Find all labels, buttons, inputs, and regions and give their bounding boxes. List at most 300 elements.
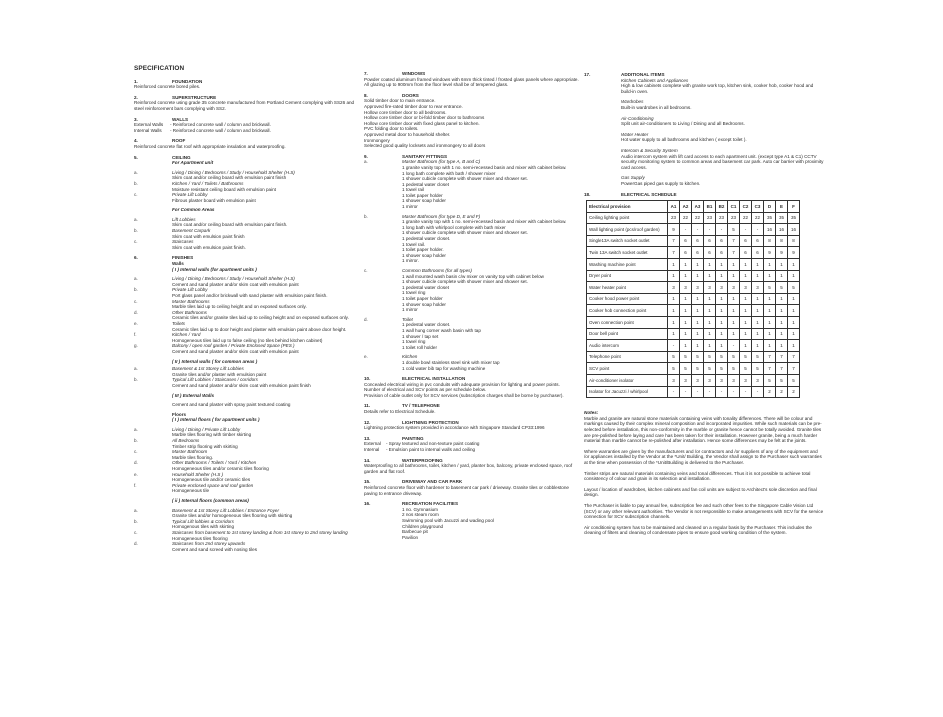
item-title: Kitchen / Yard (172, 332, 201, 338)
table-cell: 1 (680, 293, 692, 305)
table-cell: 23 (728, 212, 740, 224)
text-line: 2 nos steam room (402, 512, 439, 518)
section-heading: ELECTRICAL SCHEDULE (621, 191, 677, 197)
item-letter: b. (134, 438, 138, 444)
item-title: All Bedrooms (172, 438, 200, 444)
item-description: Skim coat with emulsion paint finish (172, 233, 245, 239)
text-line: Provision of cable outlet only for SCV services (subscription charges shall be borne by purchaser). (364, 392, 564, 398)
table-cell: 5 (728, 224, 740, 236)
item-title: Household Shelter (H.S ) (172, 471, 224, 477)
page-title: SPECIFICATION (134, 65, 185, 72)
item-description: High & low cabinets complete with granite work top, kitchen sink, cooker hob, cooker hood and build-in oven. (621, 83, 814, 94)
list-item (134, 438, 356, 449)
row-label: Single13A switch socket outlet (587, 235, 668, 247)
table-cell: 1 (776, 328, 788, 340)
column-header: C1 (728, 201, 740, 213)
item-title: Master Bathroom (for type A, B and C) (402, 159, 481, 165)
table-cell: 1 (752, 340, 764, 352)
section-electrical-schedule (584, 192, 824, 399)
list-item (134, 449, 356, 460)
item-title: Wardrobes (621, 99, 644, 105)
table-cell: 1 (788, 305, 800, 317)
text-line: Solid timber door to main entrance. (364, 98, 436, 104)
item-letter: b. (134, 377, 138, 383)
table-cell: 1 (764, 293, 776, 305)
text-line: Hollow core timber door with fixed glass panel to kitchen. (364, 120, 480, 126)
table-cell: 1 (788, 270, 800, 282)
row-label: Internal (364, 447, 380, 453)
table-cell: 6 (692, 247, 704, 259)
text-line: Hollow core timber door to all bedrooms. (364, 109, 447, 115)
item-description: Homogeneous tile and/or ceramic tiles (172, 477, 251, 483)
text-line: Approved fire-rated timber door to rear entrance. (364, 103, 463, 109)
item-description: Split unit air-conditioners to Living / Dining and all Bedrooms. (621, 121, 745, 127)
section-superstructure (134, 95, 356, 112)
list-item (134, 192, 356, 203)
row-label: SCV point (587, 363, 668, 375)
text-line: Number of electrical and SCV points as per schedule below. (364, 387, 487, 393)
item-line: 1 cold water bib tap for washing machine (402, 365, 486, 371)
item-title: Living / Dining / Private Lift Lobby (172, 426, 241, 432)
item-description: Moisture resistant ceiling board with emulsion paint (172, 186, 276, 192)
table-cell: 22 (680, 212, 692, 224)
item-body (172, 332, 356, 343)
item-line: 1 pedestal water closet. (402, 322, 451, 328)
table-cell: 1 (668, 317, 680, 329)
table-cell: 35 (788, 212, 800, 224)
item-description: Cement and sand plaster and/or skim coat with emulsion paint (172, 281, 299, 287)
table-cell: - (692, 224, 704, 236)
item-title: Living / Dining / Bedrooms / Study / Household Shelter (H.S) (172, 276, 295, 282)
list-item (364, 317, 582, 351)
table-cell: 1 (776, 259, 788, 271)
note-paragraph: The Purchaser is liable to pay annual fee, subscription fee and such other fees to the Singapore Cable Vision Ltd (SCV) or any other relevant authorities. The Vendor is not responsible to make arrangements with SCV for the service connection for SCV subscription channels. (584, 502, 824, 520)
table-cell: 1 (740, 305, 752, 317)
additional-item (621, 116, 824, 127)
row-label: Cooker hood power point (587, 293, 668, 305)
text-line: Selected good quality locksets and ironmongery to all doors (364, 143, 486, 149)
section-sanitary-fittings (364, 154, 582, 371)
section-windows (364, 71, 582, 88)
list-item (134, 377, 356, 388)
item-body (402, 159, 582, 209)
table-cell: 5 (704, 363, 716, 375)
table-cell: 5 (776, 282, 788, 294)
item-body (172, 449, 356, 460)
section-number: 17. (584, 72, 591, 77)
item-description: Fibrous plaster board with emulsion paint (172, 197, 256, 203)
item-title: Kitchen Cabinets and Appliances (621, 77, 689, 83)
item-body (172, 519, 356, 530)
row-label: Isolator for Jacuzzi / whirlpool (587, 386, 668, 398)
section-waterproofing (364, 458, 582, 475)
item-body (402, 214, 582, 264)
section-heading: FINISHES (172, 255, 194, 261)
item-body (172, 192, 356, 203)
item-description: Ceramic tiles and/or granite tiles laid up to ceiling height and on exposed surfaces only. (172, 315, 349, 321)
item-title: Master Bathroom (for type D, E and F) (402, 213, 481, 219)
section-driveway (364, 479, 582, 496)
item-title: Private Lift Lobby (172, 192, 208, 198)
section-heading: SANITARY FITTINGS (402, 153, 448, 159)
table-row (587, 340, 800, 352)
table-cell: 16 (788, 224, 800, 236)
table-header-row (587, 201, 800, 213)
table-cell: 6 (752, 247, 764, 259)
column-3 (584, 72, 824, 541)
table-cell: 9 (776, 247, 788, 259)
table-cell: 5 (668, 363, 680, 375)
table-cell: 1 (752, 293, 764, 305)
table-cell: 5 (728, 351, 740, 363)
note-paragraph: Timber strips are natural materials containing veins and tonal differences. Thus it is not possible to achieve total consistency of colour and grain in its selection and installation. (584, 470, 811, 482)
list-item (134, 321, 356, 332)
table-cell: 16 (776, 224, 788, 236)
list-item (134, 541, 356, 552)
row-value: - Emulsion paint to internal walls and ceiling (386, 447, 476, 453)
section-text: Lightning protection system provided in accordance with Singapore Standard CP33:1996 (364, 425, 545, 431)
table-cell: 1 (704, 317, 716, 329)
row-label: External (364, 441, 381, 447)
item-title: Toilet (402, 316, 413, 322)
table-cell: 1 (668, 270, 680, 282)
list-item (134, 239, 356, 250)
text-line: Approved metal door to household shelter. (364, 131, 451, 137)
list-item (134, 483, 356, 494)
item-description: Ceramic tiles laid up to door height and plaster with emulsion paint above door height. (172, 326, 347, 332)
row-label: Washing machine point (587, 259, 668, 271)
item-letter: a. (134, 366, 138, 372)
item-letter: b. (364, 213, 368, 219)
item-title: Other Bathrooms (172, 309, 207, 315)
table-cell: 6 (704, 247, 716, 259)
table-cell: 7 (776, 363, 788, 375)
additional-item (621, 175, 824, 186)
item-letter: c. (134, 449, 138, 455)
column-header: C3 (752, 201, 764, 213)
text-line: Concealed electrical wiring in pvc conduits with adequate provision for lighting and power points. (364, 381, 560, 387)
item-title: Common Bathrooms (for all types) (402, 268, 472, 273)
table-cell: 23 (716, 212, 728, 224)
table-cell: 1 (764, 270, 776, 282)
item-description: Timber strip flooring with skirting (172, 443, 238, 449)
item-description: Marble tiles flooring with timber skirting (172, 432, 252, 438)
section-number: 10. (364, 376, 371, 382)
table-cell: 5 (776, 375, 788, 387)
table-cell: 1 (716, 328, 728, 340)
item-body (172, 438, 356, 449)
table-cell: 1 (728, 328, 740, 340)
item-letter: e. (134, 471, 138, 477)
table-cell: - (716, 224, 728, 236)
item-body (172, 530, 356, 541)
section-finishes (134, 255, 356, 552)
table-cell: 9 (668, 224, 680, 236)
table-cell: 5 (752, 363, 764, 375)
section-heading: ROOF (172, 138, 186, 144)
table-cell: 6 (716, 247, 728, 259)
item-description: Homogeneous tiles and/or ceramic tiles flooring (172, 466, 269, 472)
row-label: Air-conditioner isolator (587, 375, 668, 387)
table-cell: 1 (704, 259, 716, 271)
item-title: Master Bathrooms (172, 298, 210, 304)
table-cell: 5 (764, 282, 776, 294)
table-cell: 5 (692, 363, 704, 375)
text-line: Barbecue pit (402, 529, 428, 535)
table-cell: 7 (728, 247, 740, 259)
list-item (134, 343, 356, 354)
item-line: 1 mirror (402, 204, 418, 210)
table-row (587, 363, 800, 375)
electrical-schedule-table (586, 200, 800, 398)
section-heading: CEILING (172, 154, 191, 160)
table-cell: 22 (692, 212, 704, 224)
table-cell: 6 (680, 247, 692, 259)
section-number: 15. (364, 479, 371, 485)
table-cell: 1 (776, 305, 788, 317)
table-cell: - (668, 340, 680, 352)
item-line: 1 double bowl stainless steel sink with mixer tap (402, 359, 500, 365)
table-cell: 1 (728, 259, 740, 271)
item-letter: c. (364, 268, 368, 273)
table-cell: 1 (680, 340, 692, 352)
item-title: Kitchen (402, 354, 418, 360)
list-item (134, 366, 356, 377)
section-walls (134, 117, 356, 134)
section-text: Details refer to Electrical Schedule. (364, 409, 436, 415)
section-heading: LIGHTNING PROTECTION (402, 419, 459, 425)
table-cell: 6 (740, 235, 752, 247)
additional-item (621, 78, 824, 95)
table-cell: 1 (680, 328, 692, 340)
section-number: 3. (134, 116, 138, 122)
table-cell: 1 (740, 328, 752, 340)
table-cell: 1 (716, 317, 728, 329)
item-letter: a. (134, 276, 138, 282)
item-title: Private Lift Lobby (172, 287, 208, 293)
additional-item (621, 132, 824, 143)
section-heading: SUPERSTRUCTURE (172, 94, 217, 100)
table-cell: - (680, 386, 692, 398)
column-header: E (776, 201, 788, 213)
item-line: 1 pedestal water closet. (402, 236, 451, 242)
table-cell: - (752, 386, 764, 398)
text-line: Pavilion (402, 534, 419, 540)
item-line: 1 long bath complete with bath / shower mixer (402, 170, 496, 176)
row-label: Ceiling lighting point (587, 212, 668, 224)
table-cell: 3 (668, 282, 680, 294)
table-cell: 1 (752, 305, 764, 317)
table-cell: 1 (728, 270, 740, 282)
section-additional-items (584, 72, 824, 187)
table-cell: 6 (692, 235, 704, 247)
table-cell: 3 (692, 282, 704, 294)
table-cell: 5 (692, 351, 704, 363)
item-body (402, 317, 582, 351)
item-line: 1 shower soap holder (402, 301, 446, 307)
section-ceiling (134, 155, 356, 251)
column-header: C2 (740, 201, 752, 213)
item-line: 1 toilet roll holder (402, 344, 437, 350)
item-line: 1 granite vanity top with 1 no. semi-recessed basin and mixer with cabinet below. (402, 164, 567, 170)
table-cell: 3 (704, 282, 716, 294)
section-number: 1. (134, 78, 138, 84)
item-title: Staircases from basement to 1st storey landing & from 1st storey to 2nd storey landing (172, 529, 348, 535)
section-roof (134, 138, 356, 149)
table-cell: 1 (704, 270, 716, 282)
item-description: Skim coat with emulsion paint finish. (172, 244, 246, 250)
item-letter: g. (134, 343, 138, 349)
item-line: 1 pedestal water closet (402, 181, 449, 187)
item-title: Air-Conditioning (621, 115, 654, 121)
table-row (587, 270, 800, 282)
item-title: Gas Supply (621, 175, 645, 181)
column-header: A2 (680, 201, 692, 213)
item-title: Toilets (172, 320, 186, 326)
section-lightning-protection (364, 420, 582, 431)
section-heading: RECREATION FACILITIES (402, 501, 459, 507)
table-cell: 5 (740, 351, 752, 363)
table-cell: 3 (680, 282, 692, 294)
list-item (134, 299, 356, 310)
section-heading: TV / TELEPHONE (402, 403, 440, 409)
section-number: 8. (364, 92, 368, 98)
item-line: 1 towel ring (402, 339, 426, 345)
section-text: Waterproofing to all bathrooms, toilet, kitchen / yard, planter box, balcony, private enclosed space, roof garden and flat roof. (364, 463, 573, 474)
table-row (587, 293, 800, 305)
section-recreation (364, 501, 582, 540)
column-1 (134, 66, 356, 557)
table-cell: 1 (752, 317, 764, 329)
section-number: 12. (364, 419, 371, 425)
table-cell: 23 (704, 212, 716, 224)
list-item (134, 181, 356, 192)
table-cell: 5 (668, 351, 680, 363)
item-letter: c. (134, 298, 138, 304)
item-title: Private enclosed space and roof garden (172, 482, 254, 488)
item-line: 1 wall hung corner wash basin with tap (402, 327, 481, 333)
item-title: Basement Carpark (172, 228, 211, 234)
item-description: Granite tiles and/or homogeneous tiles flooring with skirting (172, 513, 293, 519)
column-2 (364, 71, 582, 545)
item-body (172, 217, 356, 228)
table-cell: 7 (668, 247, 680, 259)
section-tv-telephone (364, 403, 582, 414)
item-description: Marble tiles flooring. (172, 454, 214, 460)
list-item (134, 228, 356, 239)
table-cell: - (692, 386, 704, 398)
item-body (172, 276, 356, 287)
item-line: 1 mirror (402, 307, 418, 313)
table-cell: 1 (680, 305, 692, 317)
item-body (172, 170, 356, 181)
section-heading: FOUNDATION (172, 78, 203, 84)
table-cell: 7 (764, 351, 776, 363)
item-letter: a. (134, 426, 138, 432)
table-row (587, 328, 800, 340)
table-cell: 2 (788, 386, 800, 398)
table-cell: 1 (752, 270, 764, 282)
list-item (134, 472, 356, 483)
table-cell: 1 (728, 317, 740, 329)
table-cell: 1 (788, 328, 800, 340)
table-cell: 1 (668, 259, 680, 271)
item-title: Basement & 1st Storey Lift Lobbies (172, 366, 244, 372)
item-body (172, 460, 356, 471)
note-paragraph: Where warranties are given by the manufacturers and /or contractors and /or suppliers of any of the equipment and /or appliances installed by the Vendor at the *Unit/ Building, the Vendor shall assign to the Purchaser such warranties at the time when possession of the *Unit/Building is delivered to the Purchaser. (584, 448, 822, 465)
section-number: 14. (364, 457, 371, 463)
subheading: ( ii ) Internal floors (common areas) (172, 498, 249, 503)
row-label: Twin 13A switch socket outlet (587, 247, 668, 259)
subheading: ( III ) External Walls (172, 392, 215, 398)
table-cell: 1 (788, 340, 800, 352)
column-header: A3 (692, 201, 704, 213)
list-item (134, 460, 356, 471)
table-cell: 5 (716, 363, 728, 375)
section-text: Reinforced concrete using grade 35 concrete manufactured from Portland Cement complying with SS26 and steel reinforcement bars complying with SS2. (134, 100, 355, 111)
table-cell: 5 (740, 363, 752, 375)
row-label: Telephone point (587, 351, 668, 363)
item-letter: b. (134, 180, 138, 186)
item-letter: d. (134, 460, 138, 466)
item-body (172, 181, 356, 192)
table-cell: 7 (788, 363, 800, 375)
column-header: B2 (716, 201, 728, 213)
item-body (402, 354, 582, 371)
table-cell: 1 (692, 293, 704, 305)
list-item (134, 427, 356, 438)
table-cell: 1 (764, 317, 776, 329)
table-cell: 1 (764, 259, 776, 271)
section-text: Reinforced concrete bored piles. (134, 84, 201, 90)
row-label: Internal Walls (134, 127, 162, 133)
item-letter: a. (134, 507, 138, 513)
notes (584, 410, 824, 536)
section-heading: PAINTING (402, 435, 424, 441)
list-item (134, 332, 356, 343)
item-description: Granite tiles and/or plaster with emulsion paint (172, 371, 267, 377)
item-title: Master Bathroom (172, 449, 208, 455)
subheading: ( II ) Internal walls ( for common areas ) (172, 358, 258, 364)
table-cell: - (716, 386, 728, 398)
item-line: 1 granite vanity top with 1 no. semi-recessed basin and mixer with cabinet below. (402, 219, 567, 225)
section-text: Reinforced concrete flat roof with appropriate insulation and waterproofing. (134, 143, 286, 149)
item-title: Staircases (172, 239, 194, 245)
item-description: Skim coat and/or ceiling board with emulsion paint finish. (172, 222, 288, 228)
table-cell: - (728, 340, 740, 352)
table-cell: 16 (764, 224, 776, 236)
list-item (364, 214, 582, 264)
table-cell: 1 (692, 317, 704, 329)
item-line: 1 long bath with whirlpool complete with bath mixer (402, 224, 506, 230)
table-cell: 1 (716, 259, 728, 271)
item-body (172, 310, 356, 321)
item-description: Audio intercom system with lift card access to each apartment unit. (except type A1 & C1) CCTV security monitoring system to common areas and basement car park. Auto car barrier with proximity card access. (621, 153, 824, 170)
item-description: Cement and sand plaster and/or skim coat with emulsion paint (172, 348, 299, 354)
table-cell: 1 (740, 259, 752, 271)
table-row (587, 351, 800, 363)
table-cell: 3 (740, 282, 752, 294)
table-cell: 3 (752, 282, 764, 294)
note-paragraph: Marble and granite are natural stone materials containing veins with tonality differences. There will be colour and markings caused by their complex mineral composition and incorporated impurities. While such materials can be pre-selected before installation, this non-conformity in the marble or granite hence cannot be totally avoided. Granite tiles are pre-polished before laying and care has been taken for their installation. However granite, being a much harder material than marble cannot be re-polished after installation. Hence some differences may be felt at the joints. (584, 415, 822, 444)
section-number: 11. (364, 403, 371, 409)
item-letter: b. (134, 228, 138, 234)
row-value: - Reinforced concrete wall / column and brickwall. (170, 122, 271, 128)
table-cell: 22 (752, 212, 764, 224)
item-title: Typical Lift lobbies & Corridors (172, 518, 234, 524)
table-row (587, 386, 800, 398)
column-header: F (788, 201, 800, 213)
